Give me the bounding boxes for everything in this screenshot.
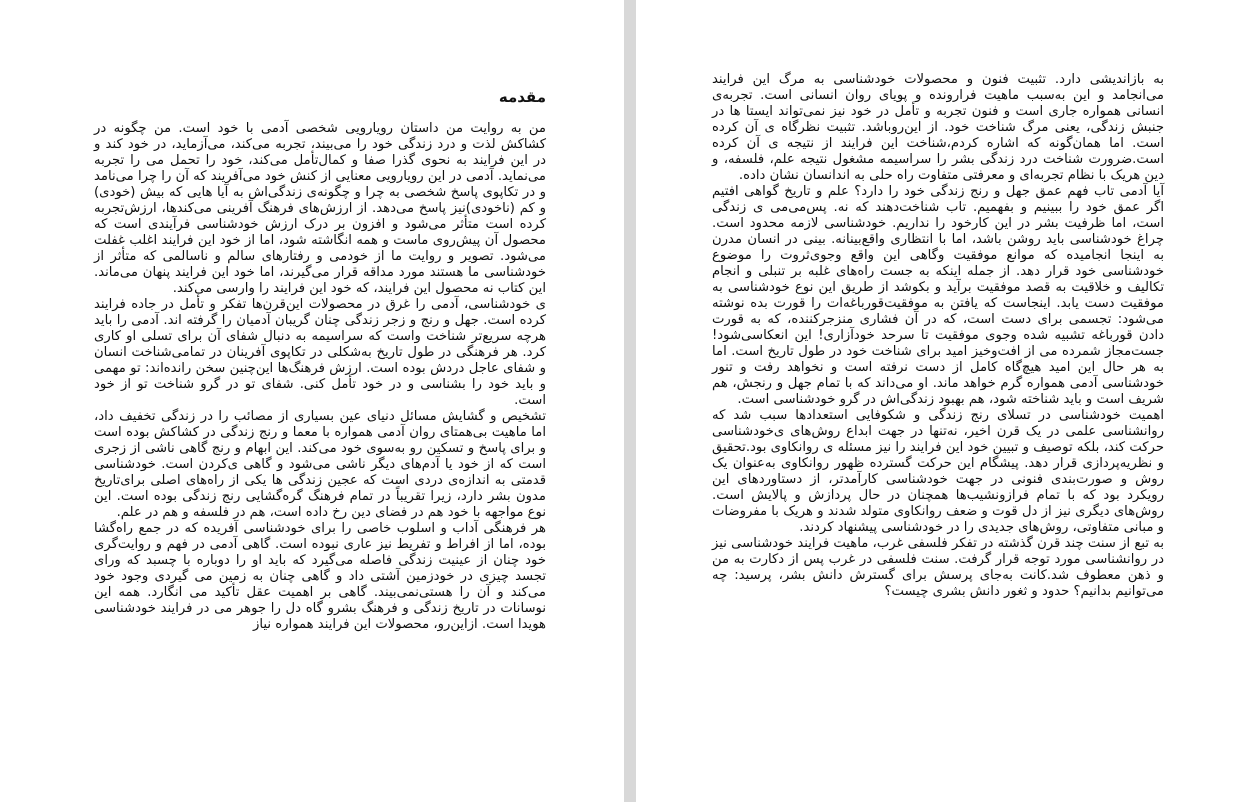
paragraph: آیا آدمی تاب فهم عمق جهل و رنج زندگی خود را دارد؟ علم و تاریخ گواهی افتیم اگر عمق خود را ببینیم و بفهمیم. تاب شناخت‌دهند که نه. پس‌می‌می ی زندگی است، اما ظرفیت بشر در این کارخود را نداریم. خودشناسی لازمه محدود است. چراغ خودشناسی باید روشن باشد، اما با انتظاری واقع‌بینانه. بینی در انسان مدرن به اینجا انجامیده که موانع موفقیت وگاهی این واقع وجوی‌ثروت را موضوع خودشناسی خود قرار دهد. از جمله اینکه به جست راه‌های غلبه بر تنبلی و انجام تکالیف و خلاقیت به قصد موفقیت برآید و بکوشد از طریق این نوع خودشناسی به موفقیت دست یابد. اینجاست که یافتن به موفقیت‌قورباغه‌ات را قورت بده نوشته می‌شود: تجسمی برای دست است، که در آن فشاری منزجرکننده، که به قورت دادن قورباغه تشبیه شده وجوی موفقیت تا سرحد خودآزاری! این انعکاسی‌شود! جست‌مجاز شمرده می از افت‌وخیز امید برای شناخت خود در طول تاریخ است. اما به هر حال این امید هیچ‌گاه کامل از دست نرفته است و نخواهد رفت و تنور خودشناسی آدمی همواره گرم خواهد ماند. او می‌داند که با تمام جهل و رنجش، هم شریف است و باید شناخته شود، هم بهبود زندگی‌اش در گرو خودشناسی است. [712, 184, 1164, 407]
paragraph: من به روایت من داستان رویارویی شخصی آدمی با خود است. من چگونه در کشاکش لذت و درد زندگی خود را می‌بیند، تجربه می‌کند، می‌آزماید، در خود کند و در این فرایند به نحوی گذرا صفا و کمال‌تأمل می‌کند، خود را تحمل می را تجربه می‌نماید. آدمی در این رویارویی معنایی از کنش خود می‌آفریند که آن را چرا می‌نامد و در تکاپوی پاسخ شخصی به چرا و چگونه‌ی زندگی‌اش به آیا هایی که بیش (خودی) و کم (ناخودی)نیز پاسخ می‌دهد. از ارزش‌های فرهنگ آفرینی می‌کندها، ارزش‌تجربه کرده است متأثر می‌شود و افزون بر درک ارزش خودشناسی فرآیندی است که محصول آن پیش‌روی ماست و همه انگاشته شود، اما از خود این فرایند اغلب غفلت می‌شود. تصویر و روایت ما از خودمی و رفتارهای سالم و ناسالمی که متأثر از خودشناسی ما هستند مورد مداقه قرار می‌گیرند، اما خود این فرایند پنهان می‌ماند. این کتاب نه محصول این فرایند، که خود این فرایند را وارسی می‌کند. [94, 121, 546, 296]
paragraph: هر فرهنگی آداب و اسلوب خاصی را برای خودشناسی آفریده که در جمع راه‌گشا بوده، اما از افراط و تفریط نیز عاری نبوده است. گاهی آدمی در فهم و روایت‌گری خود چنان از عینیت زندگی فاصله می‌گیرد که باید او را دوباره با چسبد که ورای تجسد چیزی در خودزمین آشتی داد و گاهی چنان به زمین می گیردی وجود خود می‌کند و آن را هستی‌نمی‌بیند. گاهی بر اهمیت عقل تأکید می انگارد. همه این نوسانات در تاریخ زندگی و فرهنگ بشرو گاه دل را جوهر می در فرایند خودشناسی هویدا است. ازاین‌رو، محصولات این فرایند همواره نیاز [94, 521, 546, 632]
page-text-left [94, 88, 546, 633]
paragraph: تشخیص و گشایش مسائل دنیای عین بسیاری از مصائب را در زندگی تخفیف داد، اما ماهیت بی‌همتای روان آدمی همواره با معما و رنج زندگی در کشاکش بوده است و برای پاسخ و تسکین رو به‌سوی خود می‌کند. این ابهام و رنج گاهی ناشی از زجری است که از خود یا آدم‌های دیگر ناشی می‌شود و گاهی ی‌کردن است. خودشناسی قدمتی به اندازه‌ی دردی است که عجین زندگی ها یکی از راه‌های اصلی برای‌تاریخ مدون بشر دارد، زیرا تقریباً در تمام فرهنگ گره‌گشایی رنج زندگی بوده است. این نوع مواجهه با خود هم در فضای دین رخ داده است، هم در فلسفه و هم در علم. [94, 409, 546, 520]
document-page-right [636, 0, 1257, 802]
paragraph: به بازاندیشی دارد. تثبیت فنون و محصولات خودشناسی به مرگ این فرایند می‌انجامد و این به‌سبب ماهیت فرارونده و پویای روان انسانی است. تجربه‌ی انسانی همواره جاری است و فنون تجربه و تأمل در خود نیز نمی‌تواند ایستا ها در جنبش زندگی، یعنی مرگ شناخت خود. از این‌روباشد. تثبیت نظرگاه ی آن کرده است. اما همان‌گونه که اشاره کردم،شناخت این فرایند از نتیجه ی آن کرده است.ضرورت شناخت درد زندگی بشر را سراسیمه مشغول نتیجه علم، فلسفه، و دین هریک با نظام تجربه‌ای و معرفتی متفاوت راه حلی به اندانسان نشان داده. [712, 72, 1164, 183]
section-heading: مقدمه [498, 88, 546, 106]
page-text-right [712, 72, 1164, 600]
paragraph: به تبع از سنت چند قرن گذشته در تفکر فلسفی غرب، ماهیت فرایند خودشناسی نیز در روانشناسی مورد توجه قرار گرفت. سنت فلسفی در غرب پس از دکارت به من و ذهن معطوف شد.کانت به‌جای پرسش برای گسترش دانش بشر، پرسید: چه می‌توانیم بدانیم؟ حدود و ثغور دانش بشری چیست؟ [712, 536, 1164, 599]
paragraph: اهمیت خودشناسی در تسلای رنج زندگی و شکوفایی استعدادها سبب شد که روانشناسی علمی در یک قرن اخیر، نه‌تنها در جهت ابداع روش‌های ی‌خودشناسی حرکت کند، بلکه توصیف و تبیین خود این فرایند را نیز مسئله ی روانکاوی بود.تحقیق و نظریه‌پردازی قرار دهد. پیشگام این حرکت گسترده ظهور روانکاوی به‌عنوان یک روش و صورت‌بندی فنونی در جهت خودشناسی کارآمدتر، از دستاوردهای این رویکرد بود که با تمام فرازونشیب‌ها همچنان در حال پردازش و پالایش است. روش‌های دیگری نیز از دل قوت و ضعف روانکاوی متولد شدند و هریک با مفروضات و مبانی متفاوتی، روش‌های جدیدی را در خودشناسی پیشنهاد کردند. [712, 408, 1164, 535]
paragraph: ی خودشناسی، آدمی را غرق در محصولات این‌قرن‌ها تفکر و تأمل در جاده فرایند کرده است. جهل و رنج و زجر زندگی چنان گریبان آدمیان را گرفته اند. آدمی را باید هرچه سریع‌تر شناخت واست که سراسیمه به دنبال شفای آن برای تسلی او کاری کرد. هر فرهنگی در طول تاریخ به‌شکلی در تکاپوی آفرینان در تمامی‌شناخت انسان و شفای عاجل دردش بوده است. ارزش فرهنگ‌ها این‌چنین سخن رانده‌اند: تو مهمی و باید خود را بشناسی و در خود تأمل کنی. شفای تو در گرو شناخت تو از خود است. [94, 297, 546, 408]
document-page-left [0, 0, 624, 802]
